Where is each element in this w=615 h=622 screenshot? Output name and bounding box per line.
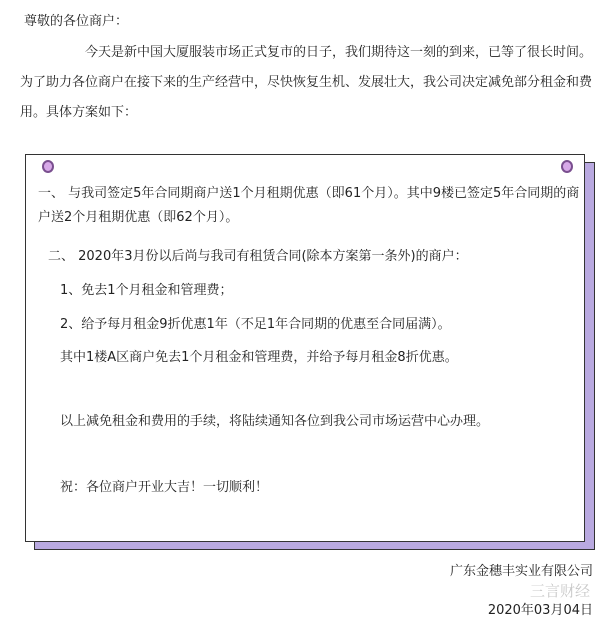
greeting: 尊敬的各位商户： (24, 14, 129, 29)
item1-line1: 一、 与我司签定5年合同期商户送1个月租期优惠（即61个月）。其中9楼已签定5年合同期的商 (38, 186, 580, 201)
offer-box (25, 154, 585, 542)
watermark: 三言财经 (529, 582, 590, 600)
signature-date: 2020年03月04日 (487, 603, 593, 618)
item1-line2: 户送2个月租期优惠（即62个月）。 (38, 210, 239, 225)
company-name: 广东金穗丰实业有限公司 (449, 564, 593, 579)
intro-paragraph: 今天是新中国大厦服装市场正式复市的日子，我们期待这一刻的到来，已等了很长时间。为了助力各位商户在接下来的生产经营中，尽快恢复生机、发展壮大，我公司决定减免部分租金和费用。具体方案如下： (20, 45, 593, 120)
item2-note: 其中1楼A区商户免去1个月租金和管理费，并给予每月租金8折优惠。 (60, 350, 458, 365)
item2-sub2: 2、给予每月租金9折优惠1年（不足1年合同期的优惠至合同届满）。 (60, 317, 451, 332)
item2-sub1: 1、免去1个月租金和管理费； (60, 283, 233, 298)
decorative-dot-icon (42, 160, 54, 173)
procedure-note: 以上减免租金和费用的手续，将陆续通知各位到我公司市场运营中心办理。 (60, 414, 490, 429)
item2-title: 二、 2020年3月份以后尚与我司有租赁合同(除本方案第一条外)的商户： (48, 249, 468, 264)
decorative-dot-icon (561, 160, 573, 173)
wish-text: 祝：各位商户开业大吉！一切顺利！ (60, 480, 269, 495)
